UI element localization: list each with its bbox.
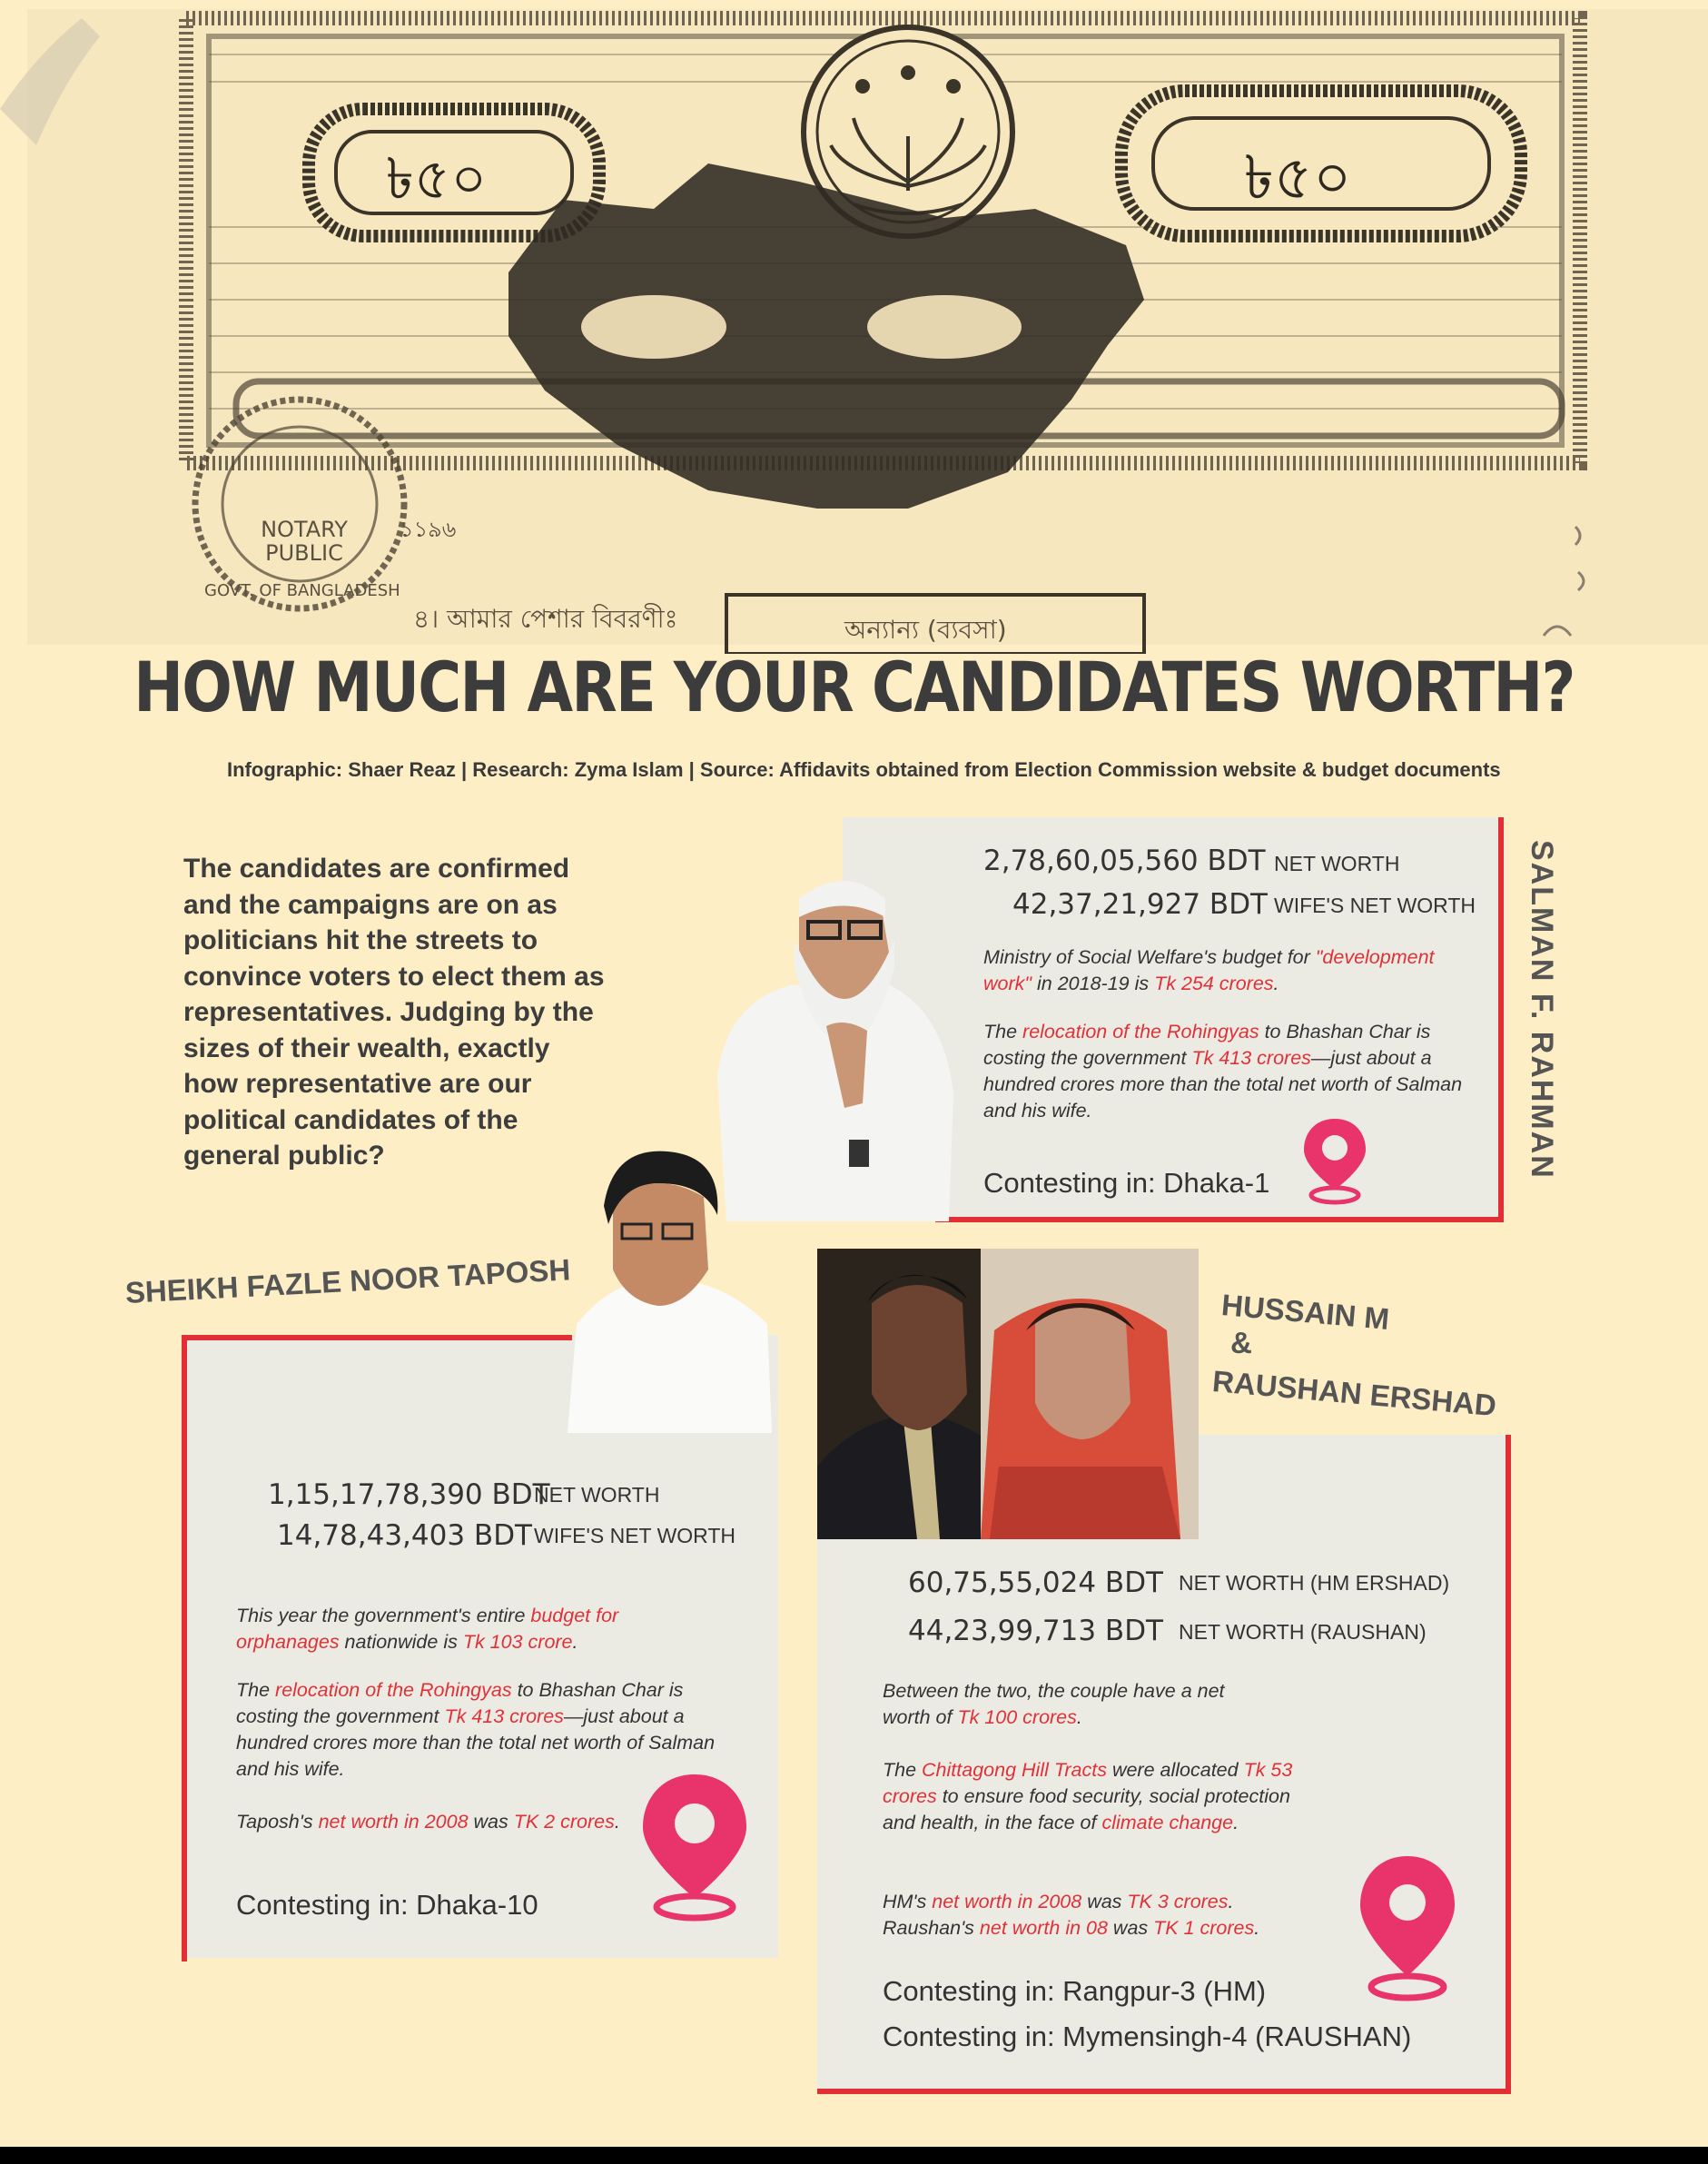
taposh-paragraph-2: The relocation of the Rohingyas to Bhashan Char is costing the government Tk 413 crores—just about a hundred crores more than the total net worth of Salman and his wife. <box>236 1679 716 1780</box>
hm-ershad-net-worth: 60,75,55,024 BDT <box>908 1566 1163 1599</box>
profession-label: ৪। আমার পেশার বিবরণীঃ <box>413 604 678 634</box>
salman-net-worth-label: NET WORTH <box>1274 852 1400 875</box>
location-pin-icon <box>1353 1853 1462 2007</box>
stamp-value-right: ৳৫০ <box>1244 143 1352 212</box>
taposh-paragraph-1: This year the government's entire budget for orphanages nationwide is Tk 103 crore. <box>236 1605 619 1653</box>
taposh-photo <box>549 1142 776 1433</box>
location-pin-icon <box>1298 1115 1371 1206</box>
ershad-paragraph-3a: HM's net worth in 2008 was TK 3 crores. <box>883 1891 1234 1912</box>
ershad-name-line2: & <box>1230 1326 1252 1359</box>
raushan-net-worth: 44,23,99,713 BDT <box>908 1615 1163 1647</box>
taposh-card-border-top <box>182 1335 572 1340</box>
hm-contesting: Contesting in: Rangpur-3 (HM) <box>883 1975 1267 2007</box>
hm-ershad-net-worth-label: NET WORTH (HM ERSHAD) <box>1179 1571 1450 1595</box>
salman-contesting: Contesting in: Dhaka-1 <box>983 1167 1270 1199</box>
taposh-card-border-left <box>182 1335 187 1961</box>
notary-seal-text: NOTARY PUBLIC <box>261 517 348 566</box>
taposh-net-worth: 1,15,17,78,390 BDT <box>268 1478 550 1511</box>
ershad-name-line3: RAUSHAN ERSHAD <box>1210 1364 1498 1423</box>
ershad-paragraph-3b: Raushan's net worth in 08 was TK 1 crores. <box>883 1917 1260 1939</box>
salman-name: SALMAN F. RAHMAN <box>1525 840 1559 1180</box>
location-pin-icon <box>636 1771 754 1925</box>
salman-paragraph-1: Ministry of Social Welfare's budget for "development work" in 2018-19 is Tk 254 crores. <box>983 946 1435 994</box>
govt-seal-text: GOVT. OF BANGLADESH <box>204 581 400 600</box>
footer-bar <box>0 2147 1708 2164</box>
ershad-couple-photo <box>817 1249 1199 1539</box>
taposh-name: SHEIKH FAZLE NOOR TAPOSH <box>124 1252 572 1309</box>
taposh-net-worth-label: NET WORTH <box>534 1483 660 1507</box>
taposh-wife-worth-label: WIFE'S NET WORTH <box>534 1524 736 1547</box>
raushan-contesting: Contesting in: Mymensingh-4 (RAUSHAN) <box>883 2021 1412 2052</box>
headline: HOW MUCH ARE YOUR CANDIDATES WORTH? <box>133 647 1575 727</box>
taposh-wife-worth: 14,78,43,403 BDT <box>277 1519 532 1552</box>
seal-serial: ১১৯৬ <box>400 517 457 542</box>
salman-net-worth: 2,78,60,05,560 BDT <box>983 845 1266 877</box>
ershad-name-line1: HUSSAIN M <box>1219 1288 1391 1336</box>
salman-wife-worth-label: WIFE'S NET WORTH <box>1274 894 1476 917</box>
salman-paragraph-2: The relocation of the Rohingyas to Bhashan Char is costing the government Tk 413 crores—just about a hundred crores more than the total net worth of Salman and his wife. <box>983 1021 1463 1122</box>
profession-value: অন্যান্য (ব্যবসা) <box>844 615 1007 645</box>
credits-line: Infographic: Shaer Reaz | Research: Zyma Islam | Source: Affidavits obtained from Election Commission website & budget documents <box>227 758 1501 781</box>
raushan-net-worth-label: NET WORTH (RAUSHAN) <box>1179 1620 1427 1644</box>
taposh-contesting: Contesting in: Dhaka-10 <box>236 1889 538 1921</box>
salman-wife-worth: 42,37,21,927 BDT <box>1012 888 1268 921</box>
ershad-card-border-right <box>1506 1435 1511 2094</box>
stamp-value-left: ৳৫০ <box>386 145 488 212</box>
ershad-paragraph-2: The Chittagong Hill Tracts were allocated Tk 53 crores to ensure food security, social protection and health, in the face of climate change. <box>883 1759 1293 1833</box>
ershad-paragraph-1: Between the two, the couple have a net worth of Tk 100 crores. <box>883 1680 1225 1728</box>
salman-card-border-bottom <box>935 1217 1504 1222</box>
intro-paragraph: The candidates are confirmed and the campaigns are on as politicians hit the streets to convince voters to elect them as representatives. Judging by the sizes of their wealth, exactly how representative are our political candidates of the general public? <box>183 854 605 1171</box>
salman-card-border-right <box>1498 817 1504 1222</box>
taposh-paragraph-3: Taposh's net worth in 2008 was TK 2 crores. <box>236 1811 620 1833</box>
ershad-card-border-bottom <box>817 2089 1511 2094</box>
